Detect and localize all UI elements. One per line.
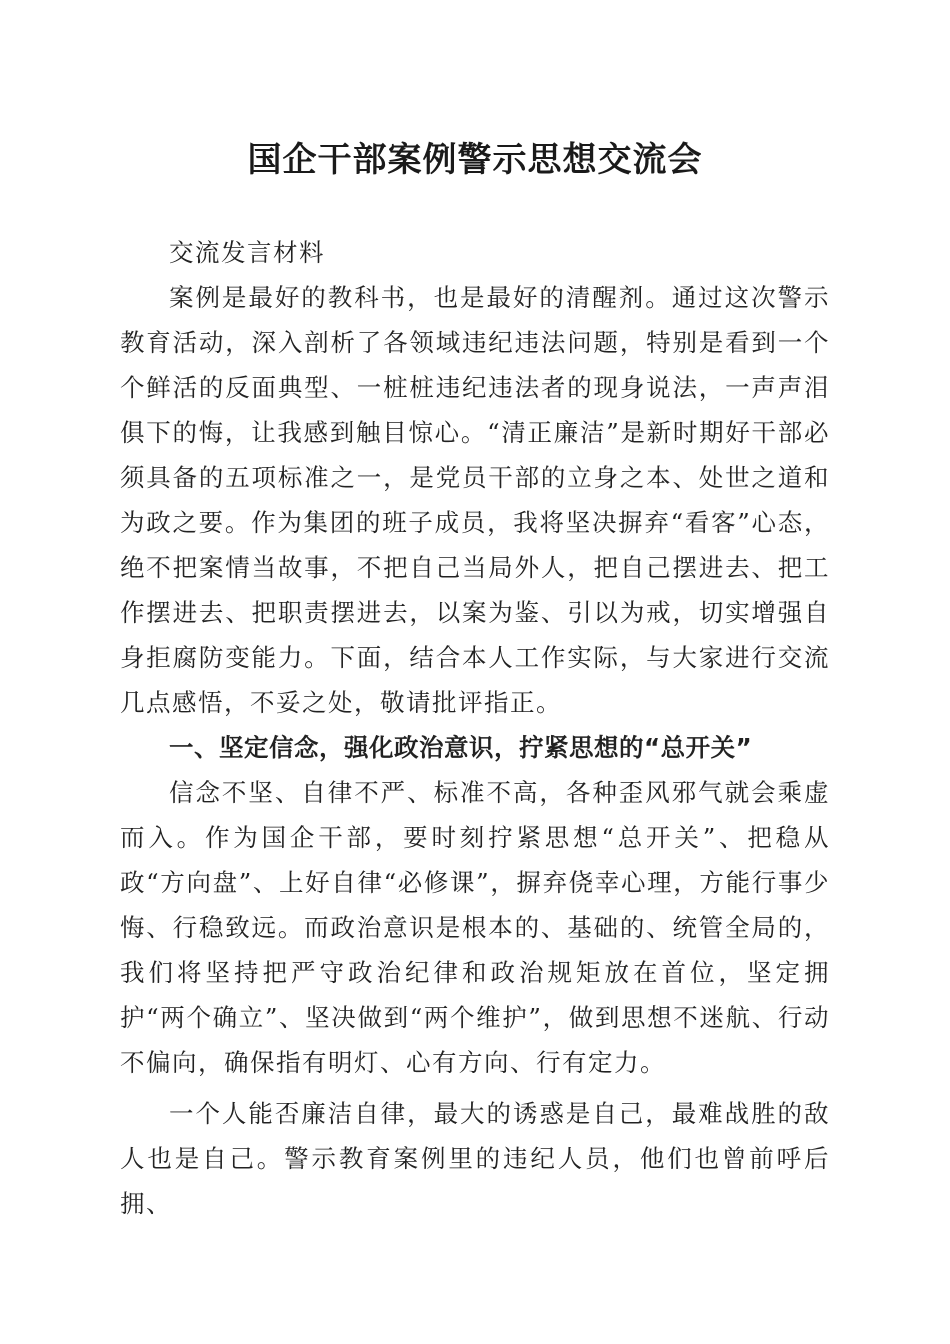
subtitle-paragraph: 交流发言材料 [169,238,325,267]
document-body [120,230,830,1226]
section-heading-1: 一、坚定信念，强化政治意识，拧紧思想的“总开关” [169,733,753,762]
body-paragraph-3: 一个人能否廉洁自律，最大的诱惑是自己，最难战胜的敌人也是自己。警示教育案例里的违纪人员，他们也曾前呼后拥、 [120,1099,830,1218]
document-title: 国企干部案例警示思想交流会 [247,140,703,180]
intro-paragraph: 案例是最好的教科书，也是最好的清醒剂。通过这次警示教育活动，深入剖析了各领域违纪违法问题，特别是看到一个个鲜活的反面典型、一桩桩违纪违法者的现身说法，一声声泪俱下的悔，让我感到触目惊心。“清正廉洁”是新时期好干部必须具备的五项标准之一，是党员干部的立身之本、处世之道和为政之要。作为集团的班子成员，我将坚决摒弃“看客”心态，绝不把案情当故事，不把自己当局外人，把自己摆进去、把工作摆进去、把职责摆进去，以案为鉴、引以为戒，切实增强自身拒腐防变能力。下面，结合本人工作实际，与大家进行交流几点感悟，不妥之处，敬请批评指正。 [120,283,830,717]
body-paragraph-2: 信念不坚、自律不严、标准不高，各种歪风邪气就会乘虚而入。作为国企干部，要时刻拧紧思想“总开关”、把稳从政“方向盘”、上好自律“必修课”，摒弃侥幸心理，方能行事少悔、行稳致远。而政治意识是根本的、基础的、统管全局的，我们将坚持把严守政治纪律和政治规矩放在首位，坚定拥护“两个确立”、坚决做到“两个维护”，做到思想不迷航、行动不偏向，确保指有明灯、心有方向、行有定力。 [120,778,830,1077]
